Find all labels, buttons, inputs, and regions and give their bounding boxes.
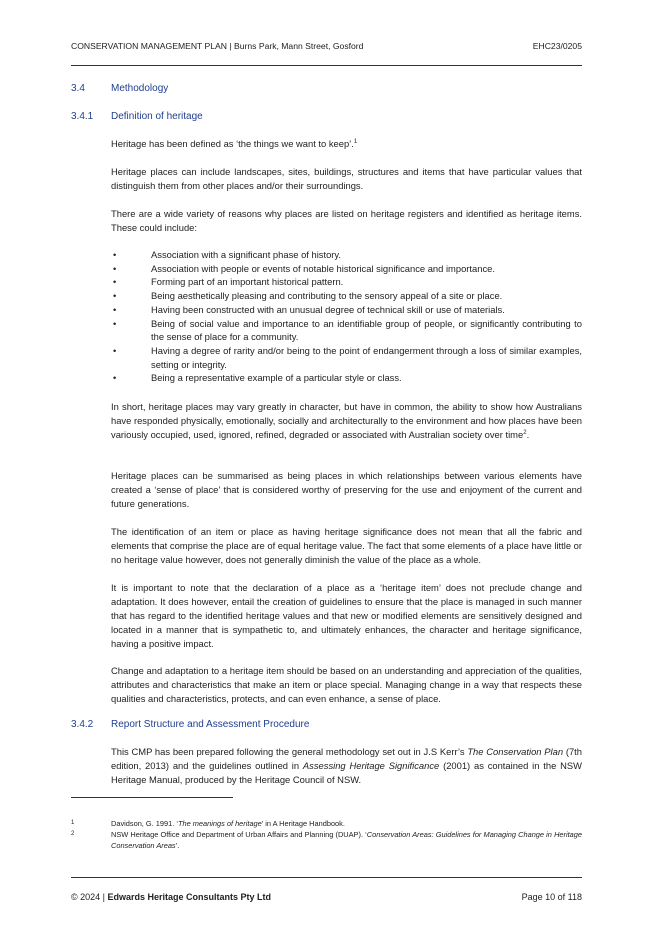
section-title: Definition of heritage	[111, 111, 203, 122]
section-number: 3.4	[71, 83, 85, 94]
bullet-icon: •	[113, 372, 117, 384]
book-title-assessing-significance: Assessing Heritage Significance	[302, 760, 440, 771]
page-number: Page 10 of 118	[521, 892, 582, 902]
list-item	[111, 303, 582, 317]
footnote-text: NSW Heritage Office and Department of Urban Affairs and Planning (DUAP). ‘Conservation Areas: Guidelines for Managing Change in Heritage Conservation Areas’.	[111, 830, 582, 850]
footnote-2	[71, 829, 582, 851]
bullet-icon: •	[113, 317, 117, 329]
footnote-ref-1: 1	[353, 138, 358, 145]
list-item	[111, 371, 582, 385]
list-item	[111, 248, 582, 262]
footnote-divider	[71, 797, 233, 798]
paragraph-methodology: This CMP has been prepared following the general methodology set out in J.S Kerr’s The Conservation Plan (7th edition, 2013) and the guidelines outlined in Assessing Heritage Significance (2001) as contained in the NSW Heritage Manual, produced by the Heritage Council of NSW.	[111, 746, 582, 785]
bullet-icon: •	[113, 303, 117, 315]
footnote-number: 1	[71, 820, 75, 826]
document-title: CONSERVATION MANAGEMENT PLAN | Burns Park, Mann Street, Gosford	[71, 41, 364, 51]
list-item-text: Association with a significant phase of history.	[151, 249, 342, 260]
book-title-conservation-plan: The Conservation Plan	[467, 746, 564, 757]
bullet-icon: •	[113, 262, 117, 274]
bullet-icon: •	[113, 276, 117, 288]
copyright: © 2024 | Edwards Heritage Consultants Pty Ltd	[71, 892, 272, 902]
paragraph-heritage-places: Heritage places can include landscapes, sites, buildings, structures and items that have particular values that distinguish them from other places and/or their surroundings.	[111, 166, 582, 191]
footnote-text: Davidson, G. 1991. ‘The meanings of heritage’ in A Heritage Handbook.	[111, 819, 345, 828]
paragraph-change-adaptation: It is important to note that the declaration of a place as a ‘heritage item’ does not preclude change and adaptation. It does however, entail the creation of guidelines to ensure that the place is managed in such manner that has regard to the identified heritage values and that new or modified elements are sensitively designed and located in a manner that is sympathetic to, and ultimately enhances, the character and heritage significance, having a positive impact.	[111, 582, 582, 649]
list-item-text: Having been constructed with an unusual degree of technical skill or use of materials.	[151, 303, 505, 315]
paragraph-listing-reasons: There are a wide variety of reasons why places are listed on heritage registers and identified as heritage items. These could include:	[111, 208, 582, 233]
document-reference: EHC23/0205	[532, 41, 582, 51]
paragraph-summary: In short, heritage places may vary greatly in character, but have in common, the ability to show how Australians have responded physically, emotionally, socially and architecturally to the environment and how places have been variously occupied, used, ignored, refined, degraded or associated with Australian society over time$^2$.	[111, 401, 582, 440]
bullet-icon: •	[113, 249, 117, 260]
paragraph-managing-change: Change and adaptation to a heritage item should be based on an understanding and appreciation of the qualities, attributes and characteristics that make an item or place special. Managing change in a way that respects these qualities and characteristics, protects, and can even enhance, a sense of place.	[111, 665, 582, 704]
list-item-text: Association with people or events of notable historical significance and importance.	[151, 262, 495, 274]
header-divider	[71, 65, 582, 66]
list-item-text: Forming part of an important historical pattern.	[151, 276, 344, 288]
section-number: 3.4.1	[71, 111, 94, 122]
paragraph-sense-of-place: Heritage places can be summarised as being places in which relationships between various elements have created a ‘sense of place’ that is considered worthy of preserving for the use and enjoyment of the current and future generations.	[111, 470, 582, 509]
section-number: 3.4.2	[71, 719, 94, 730]
list-item-text: Having a degree of rarity and/or being to the point of endangerment through a loss of similar examples, setting or integrity.	[151, 344, 582, 370]
list-item	[111, 317, 582, 344]
list-item	[111, 275, 582, 289]
list-item-text: Being of social value and importance to an identifiable group of people, or significantly contributing to the sense of place for a community.	[151, 317, 582, 343]
bullet-icon: •	[113, 290, 117, 302]
list-item	[111, 344, 582, 371]
list-item-text: Being a representative example of a particular style or class.	[151, 372, 402, 384]
section-title: Report Structure and Assessment Procedure	[111, 719, 310, 730]
list-item	[111, 262, 582, 276]
bullet-icon: •	[113, 344, 117, 356]
footer-divider	[71, 877, 582, 878]
paragraph-significance-fabric: The identification of an item or place as having heritage significance does not mean that all the fabric and elements that comprise the place are of equal heritage value. The fact that some elements of a place have little or no heritage value however, does not generally diminish the value of the place as a whole.	[111, 526, 582, 565]
section-title: Methodology	[111, 83, 169, 94]
list-item-text: Being aesthetically pleasing and contributing to the sensory appeal of a site or place.	[151, 290, 503, 302]
footnote-ref-2: 2	[523, 429, 527, 436]
company-name: Edwards Heritage Consultants Pty Ltd	[107, 892, 272, 902]
paragraph-heritage-definition: Heritage has been defined as ‘the things we want to keep’.$^1$	[111, 138, 358, 149]
list-item	[111, 289, 582, 303]
footnote-number: 2	[71, 831, 75, 837]
reasons-list	[111, 248, 582, 385]
footnote-1	[71, 818, 582, 829]
